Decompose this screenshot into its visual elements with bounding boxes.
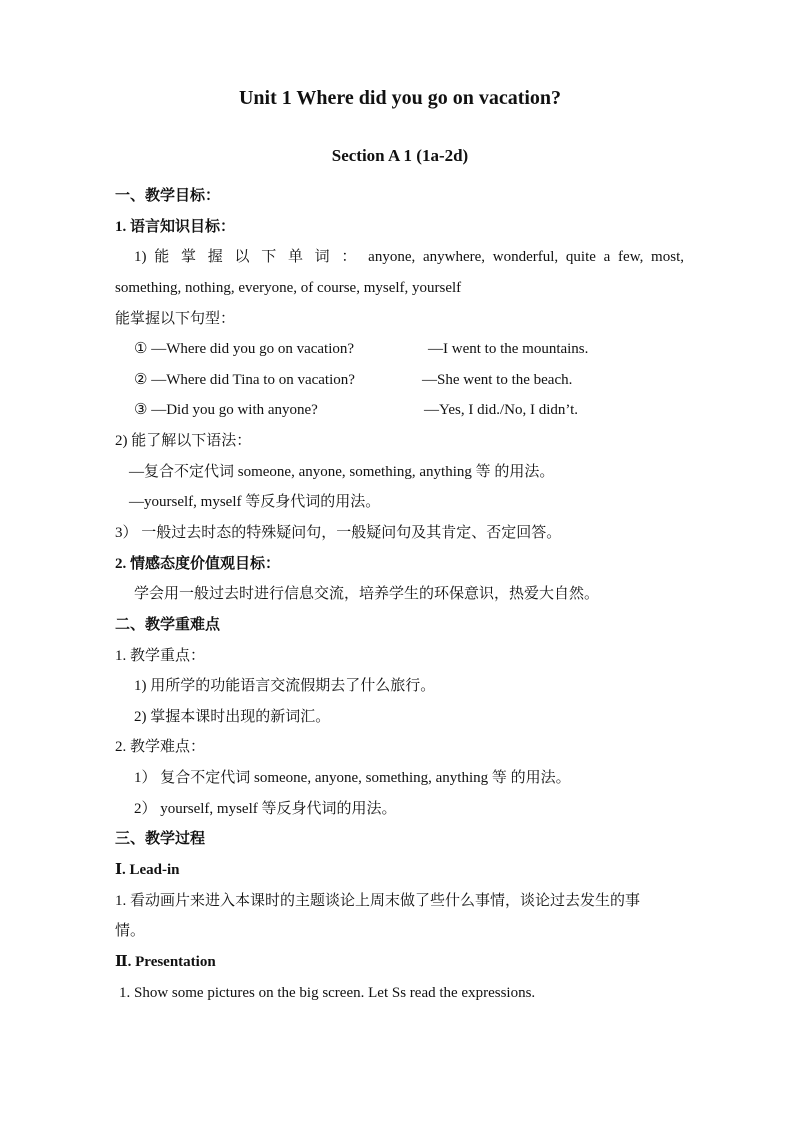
lead-in-text-line-1: 1. 看动画片来进入本课时的主题谈论上周末做了些什么事情，谈论过去发生的事 [115, 893, 641, 909]
grammar-item-2: —yourself, myself 等反身代词的用法。 [129, 494, 381, 510]
emotion-goal-text: 学会用一般过去时进行信息交流，培养学生的环保意识，热爱大自然。 [134, 586, 600, 602]
difficult-point-2: 2） yourself, myself 等反身代词的用法。 [134, 801, 397, 817]
section-2-heading: 二、教学重难点 [115, 617, 221, 633]
presentation-heading: Ⅱ. Presentation [115, 954, 216, 970]
grammar-item-3: 3） 一般过去时态的特殊疑问句，一般疑问句及其肯定、否定回答。 [115, 525, 562, 541]
patterns-label: 能掌握以下句型： [115, 311, 236, 327]
grammar-item-1: —复合不定代词 someone, anyone, something, anything 等 的用法。 [129, 464, 555, 480]
pattern-3-answer: —Yes, I did./No, I didn’t. [424, 402, 579, 418]
presentation-item-1: 1. Show some pictures on the big screen. Let Ss read the expressions. [119, 985, 536, 1001]
pattern-2-answer: —She went to the beach. [422, 372, 573, 388]
vocabulary-line-1: 1) 能 掌 握 以 下 单 词 ： anyone, anywhere, wonderful, quite a few, most, [134, 249, 684, 265]
vocabulary-line-2: something, nothing, everyone, of course, myself, yourself [115, 280, 462, 296]
lead-in-text-line-2: 情。 [115, 923, 146, 939]
language-goal-heading: 1. 语言知识目标： [115, 219, 236, 235]
pattern-1-answer: —I went to the mountains. [428, 341, 589, 357]
difficult-point-1: 1） 复合不定代词 someone, anyone, something, anything 等 的用法。 [134, 770, 571, 786]
grammar-label: 2) 能了解以下语法： [115, 433, 252, 449]
section-1-heading: 一、教学目标： [115, 188, 221, 204]
page-subtitle: Section A 1 (1a-2d) [331, 146, 469, 165]
lead-in-heading: Ⅰ. Lead-in [115, 862, 180, 878]
key-points-label: 1. 教学重点： [115, 648, 206, 664]
pattern-1-question: ① —Where did you go on vacation? [134, 341, 355, 357]
key-point-1: 1) 用所学的功能语言交流假期去了什么旅行。 [134, 678, 436, 694]
key-point-2: 2) 掌握本课时出现的新词汇。 [134, 709, 331, 725]
difficult-points-label: 2. 教学难点： [115, 739, 206, 755]
emotion-goal-heading: 2. 情感态度价值观目标： [115, 556, 281, 572]
pattern-2-question: ② —Where did Tina to on vacation? [134, 372, 355, 388]
page-title: Unit 1 Where did you go on vacation? [238, 87, 562, 109]
pattern-3-question: ③ —Did you go with anyone? [134, 402, 318, 418]
section-3-heading: 三、教学过程 [115, 831, 206, 847]
